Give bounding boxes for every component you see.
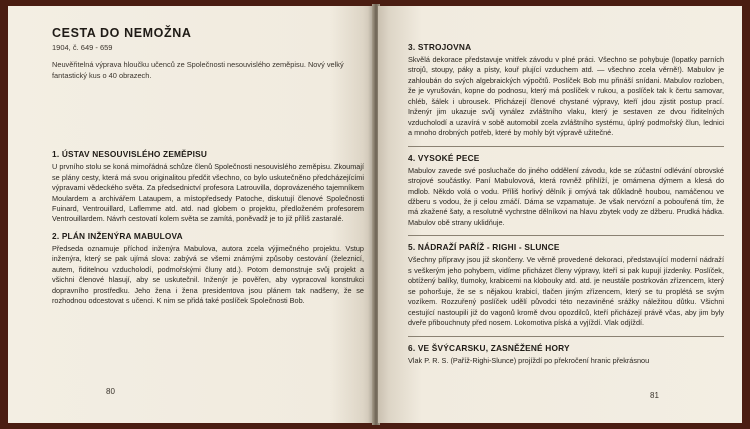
section-text: Předseda oznamuje příchod inženýra Mabulova, autora zcela výjimečného projektu. Vstup inženýra, který se pak ujímá slova: zabývá se všemi známými způsoby cestování (železnicí, autem, řiditelnou vzducholodí, podmořskými čluny atd.). Potom demonstruje svůj projekt a všichni členové hlasují, aby se uskutečnil. Inženýr je pověřen, aby vypracoval konstrukci dopravního prostředku. Jeho žena i žena presidentova jsou plánem tak nadšeny, že se rozhodnou odcestovat s učenci. K nim se přidá také poslíček Společnosti Bob.	[52, 243, 364, 306]
right-page	[378, 6, 742, 423]
section-text: Mabulov zavede své posluchače do jiného oddělení závodu, kde se zúčastní odlévání obrovské strojové součástky. Paní Mabulovová, která rovněž přihlíží, je omámena dýmem a klesá do mdlob. Někdo volá o vodu. Příliš horlivý dělník ji omývá tak důkladně houbou, namáčenou ve džberu s vodou, že ji celou zmáčí. Dáma se vzpamatuje. Je však nervózní a pobouřená tím, že má zkažené šaty, a resolutně vychrstne dělníkovi na hlavu zbytek vody ze džberu. Prudká hádka. Mabulov obě strany uklidňuje.	[408, 165, 724, 227]
left-page-content	[52, 26, 364, 313]
section-heading: 1. ÚSTAV NESOUVISLÉHO ZEMĚPISU	[52, 149, 208, 160]
right-page-content	[408, 42, 724, 373]
page-number-right: 81	[650, 391, 659, 400]
section-text: Skvělá dekorace představuje vnitřek závodu v plné práci. Všechno se pohybuje (lopatky parních strojů, stoupy, páky a písty, kouř plující vzduchem atd. — všechno zcela věrně!). Mabulov je zahloubán do svých algebraických výpočtů. Poslíček Bob mu přináší snídani. Mabulov rozloben, že je vyrušován, kopne do podnosu, který má poslíček v rukou, a poslíček tak k čertu samovar, chléb, šálek i ubrousek. Přicházejí členové chystané výpravy, kteří jdou zjistit postup prací. Inženýr jim ukazuje svůj vynález zvláštního vlaku, který je sestaven ze dvou řiditelných vzducholodí a uzavírá v sobě automobil zcela zvláštního systému, úplný podmořský člun, lednici a mnoho drobných potřeb, které by mohly být výpravě užitečné.	[408, 55, 724, 138]
chapter-intro: Neuvěřitelná výprava hloučku učenců ze Společnosti nesouvislého zeměpisu. Nový velký fantastický kus o 40 obrazech.	[52, 60, 344, 80]
chapter-title: CESTA DO NEMOŽNA	[52, 26, 192, 40]
section-text: Všechny přípravy jsou již skončeny. Ve věrně provedené dekoraci, představující moderní nádraží s veškerým jeho pohybem, vidíme přicházet členy výpravy, kteří si pak kupují jízdenky. Poslíček, obtížený balíky, tlumoky, krabicemi na klobouky atd. atd. je neustále postrkován zřízencem, který se pohoršuje, že se s nějakou krabicí, tlačen jiným zřízencem, který se tu proplétá se svým vozíkem. Rozzuřený poslíček udělí původci této nezaviněné srážky náležitou důtku. Všichni cestující nastoupili již do vagonů kromě dvou opozdilců, kteří přicházejí právě včas, aby jim byly dveře přibouchnuty před nosem. Lokomotiva píská a vyjíždí. Vlak odjíždí.	[408, 255, 724, 328]
page-number-left: 80	[106, 387, 115, 396]
section-heading: 3. STROJOVNA	[408, 42, 472, 52]
section-heading: 6. VE ŠVÝCARSKU, ZASNĚŽENÉ HORY	[408, 336, 724, 354]
section-heading: 2. PLÁN INŽENÝRA MABULOVA	[52, 230, 183, 241]
section-text: U prvního stolu se koná mimořádná schůze členů Společnosti nesouvislého zeměpisu. Zkoumají se plány cesty, která má svou originalitou předčit všechno, co bylo uskutečněno předcházejícími výpravami vědeckého světa. Za předsednictví profesora Latrouvilla, doprovázeného tajemníkem Moulardem a archivářem Lataupem, a místopředsedy Patoche, diskutují členové Společnosti Fuinard, Ventrouillard, Laflemme atd. atd. nad globem o projektu, předloženém profesorem Ventrouillardem. Návrh cestovatí kolem světa se zamítá, poněvadž je to již příliš zastaralé.	[52, 162, 364, 224]
section-heading: 5. NÁDRAŽÍ PAŘÍŽ - RIGHI - SLUNCE	[408, 235, 724, 253]
chapter-meta: 1904, č. 649 - 659	[52, 43, 113, 52]
section-text: Vlak P. R. S. (Paříž-Righi-Slunce) projíždí po překročení hranic překrásnou	[408, 355, 650, 365]
section-heading: 4. VYSOKÉ PECE	[408, 146, 724, 164]
left-page	[8, 6, 374, 423]
page-gap	[52, 81, 364, 149]
